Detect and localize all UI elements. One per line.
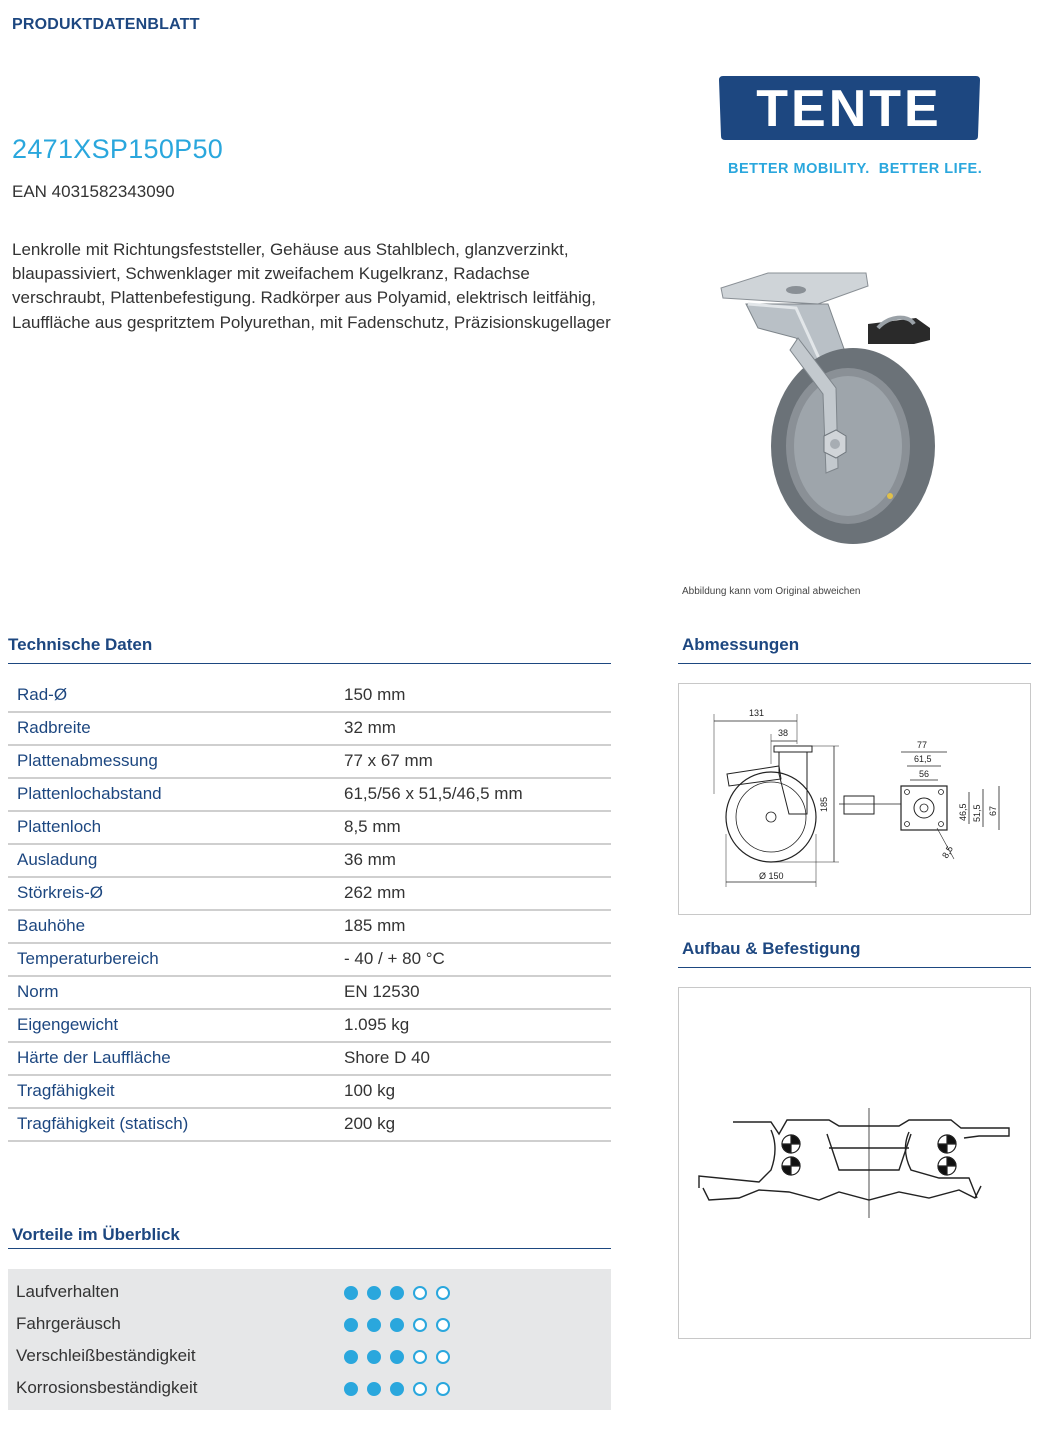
rating-dot-empty [413,1350,427,1364]
table-row [8,680,611,713]
spec-value: - 40 / + 80 °C [344,949,445,968]
spec-label: Bauhöhe [17,916,86,935]
rating-dot-filled [367,1382,381,1396]
list-item [8,1269,611,1301]
spec-label: Eigengewicht [17,1015,119,1034]
table-row [8,746,611,779]
rating-dot-filled [390,1350,404,1364]
rating-dot-empty [413,1382,427,1396]
advantage-label: Fahrgeräusch [16,1314,121,1333]
advantages-title: Vorteile im Überblick [12,1225,180,1244]
spec-value: EN 12530 [344,982,420,1001]
spec-value: 61,5/56 x 51,5/46,5 mm [344,784,523,803]
table-row [8,911,611,944]
rating-dot-filled [344,1350,358,1364]
assembly-title: Aufbau & Befestigung [682,939,861,958]
spec-value: 100 kg [344,1081,396,1100]
spec-value: 185 mm [344,916,406,935]
document-label: PRODUKTDATENBLATT [12,16,200,33]
spec-value: 36 mm [344,850,396,869]
spec-label: Plattenloch [17,817,102,836]
dim-51-5: 51,5 [972,804,982,822]
brand-tagline: BETTER MOBILITY. BETTER LIFE. [728,161,983,177]
rating-dot-filled [390,1318,404,1332]
dim-77: 77 [917,740,928,750]
table-row [8,1043,611,1076]
table-row [8,812,611,845]
spec-label: Rad-Ø [17,685,68,704]
list-item [8,1301,611,1333]
table-row [8,1076,611,1109]
table-row [8,1109,611,1142]
rating-dot-filled [344,1318,358,1332]
assembly-drawing [678,987,1031,1339]
dimensions-rule [678,663,1031,664]
spec-label: Temperaturbereich [17,949,159,968]
spec-label: Radbreite [17,718,91,737]
rating-dots [344,1286,450,1300]
rating-dot-empty [436,1286,450,1300]
table-row [8,713,611,746]
rating-dots [344,1350,450,1364]
advantage-label: Laufverhalten [16,1282,120,1301]
rating-dots [344,1382,450,1396]
rating-dot-filled [390,1286,404,1300]
table-row [8,977,611,1010]
rating-dot-filled [390,1382,404,1396]
spec-label: Störkreis-Ø [17,883,103,902]
image-caption: Abbildung kann vom Original abweichen [682,586,861,597]
dim-56: 56 [919,769,930,779]
dimensions-drawing [678,683,1031,915]
product-photo [718,268,993,548]
advantage-label: Korrosionsbeständigkeit [16,1378,198,1397]
table-row [8,1010,611,1043]
rating-dot-empty [413,1318,427,1332]
dim-67: 67 [988,805,998,816]
spec-label: Ausladung [17,850,98,869]
ean-number: EAN 4031582343090 [12,182,175,201]
rating-dot-filled [344,1286,358,1300]
technical-data-title: Technische Daten [8,635,153,654]
table-row [8,878,611,911]
spec-label: Tragfähigkeit [17,1081,115,1100]
spec-label: Plattenabmessung [17,751,158,770]
dim-dia-150: Ø 150 [759,871,784,881]
advantage-label: Verschleißbeständigkeit [16,1346,196,1365]
rating-dot-empty [436,1350,450,1364]
dimensions-title: Abmessungen [682,635,800,654]
rating-dot-empty [413,1286,427,1300]
dim-8-5: 8,5 [940,844,955,860]
dim-185: 185 [819,796,829,812]
spec-label: Plattenlochabstand [17,784,162,803]
table-row [8,944,611,977]
dim-131: 131 [749,708,765,718]
advantages-table [8,1269,611,1410]
spec-value: 1.095 kg [344,1015,410,1034]
rating-dots [344,1318,450,1332]
rating-dot-empty [436,1318,450,1332]
spec-value: Shore D 40 [344,1048,430,1067]
list-item [8,1365,611,1397]
spec-label: Tragfähigkeit (statisch) [17,1114,189,1133]
spec-value: 8,5 mm [344,817,401,836]
advantages-rule [8,1248,611,1249]
list-item [8,1333,611,1365]
product-code: 2471XSP150P50 [12,134,224,164]
product-description: Lenkrolle mit Richtungsfeststeller, Gehäuse aus Stahlblech, glanzverzinkt, blaupassiviert, Schwenklager mit zweifachem Kugelkranz, Radachse verschraubt, Plattenbefestigung. Radkörper aus Polyamid, elektrisch leitfähig, Lauffläche aus gespritztem Polyurethan, mit Fadenschutz, Präzisionskugellager [12,240,611,332]
spec-value: 262 mm [344,883,406,902]
dim-38: 38 [778,728,789,738]
spec-value: 150 mm [344,685,406,704]
rating-dot-filled [367,1318,381,1332]
spec-value: 200 kg [344,1114,396,1133]
spec-label: Härte der Lauffläche [17,1048,171,1067]
rating-dot-empty [436,1382,450,1396]
dim-46-5: 46,5 [958,803,968,821]
technical-data-rule [8,663,611,664]
rating-dot-filled [367,1286,381,1300]
assembly-rule [678,967,1031,968]
rating-dot-filled [344,1382,358,1396]
logo-text: TENTE [756,80,942,138]
table-row [8,779,611,812]
dim-61-5: 61,5 [914,754,932,764]
rating-dot-filled [367,1350,381,1364]
spec-value: 32 mm [344,718,396,737]
technical-data-table [8,680,611,1142]
spec-value: 77 x 67 mm [344,751,433,770]
tente-logo [717,74,982,142]
spec-label: Norm [17,982,59,1001]
table-row [8,845,611,878]
